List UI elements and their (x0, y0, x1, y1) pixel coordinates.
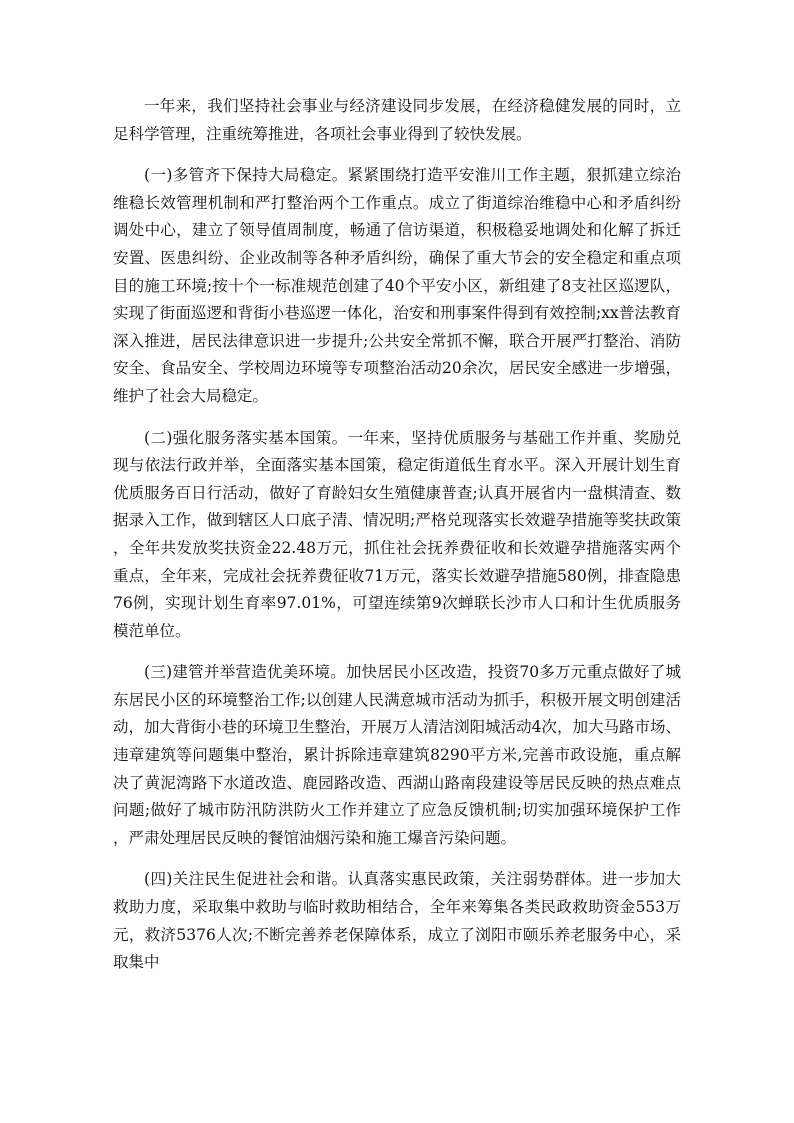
paragraph-stability: (一)多管齐下保持大局稳定。紧紧围绕打造平安淮川工作主题，狠抓建立综治维稳长效管理机制和严打整治两个工作重点。成立了街道综治维稳中心和矛盾纠纷调处中心，建立了领导值周制度，畅通了信访渠道，积极稳妥地调处和化解了拆迁安置、医患纠纷、企业改制等各种矛盾纠纷，确保了重大节会的安全稳定和重点项目的施工环境;按十个一标准规范创建了40个平安小区，新组建了8支社区巡逻队，实现了街面巡逻和背街小巷巡逻一体化，治安和刑事案件得到有效控制;xx普法教育深入推进，居民法律意识进一步提升;公共安全常抓不懈，联合开展严打整治、消防安全、食品安全、学校周边环境等专项整治活动20余次，居民安全感进一步增强，维护了社会大局稳定。 (113, 166, 681, 405)
paragraph-intro: 一年来，我们坚持社会事业与经济建设同步发展，在经济稳健发展的同时，立足科学管理，注重统筹推进，各项社会事业得到了较快发展。 (113, 97, 681, 143)
paragraph-family-planning: (二)强化服务落实基本国策。一年来，坚持优质服务与基础工作并重、奖励兑现与依法行政并举，全面落实基本国策，稳定街道低生育水平。深入开展计划生育优质服务百日行活动，做好了育龄妇女生殖健康普查;认真开展省内一盘棋清查、数据录入工作，做到辖区人口底子清、情况明;严格兑现落实长效避孕措施等奖扶政策，全年共发放奖扶资金22.48万元，抓住社会抚养费征收和长效避孕措施落实两个重点，全年来，完成社会抚养费征收71万元，落实长效避孕措施580例，排查隐患76例，实现计划生育率97.01%，可望连续第9次蝉联长沙市人口和计生优质服务模范单位。 (113, 428, 681, 640)
paragraph-environment: (三)建管并举营造优美环境。加快居民小区改造，投资70多万元重点做好了城东居民小区的环境整治工作;以创建人民满意城市活动为抓手，积极开展文明创建活动，加大背街小巷的环境卫生整治，开展万人清洁浏阳城活动4次，加大马路市场、违章建筑等问题集中整治，累计拆除违章建筑8290平方米,完善市政设施，重点解决了黄泥湾路下水道改造、鹿园路改造、西湖山路南段建设等居民反映的热点难点问题;做好了城市防汛防洪防火工作并建立了应急反馈机制;切实加强环境保护工作，严肃处理居民反映的餐馆油烟污染和施工爆音污染问题。 (113, 663, 681, 847)
paragraph-livelihood: (四)关注民生促进社会和谐。认真落实惠民政策，关注弱势群体。进一步加大救助力度，采取集中救助与临时救助相结合，全年来筹集各类民政救助资金553万元，救济5376人次;不断完善养老保障体系，成立了浏阳市颐乐养老服务中心，采取集中 (113, 870, 681, 972)
document-body (113, 93, 681, 991)
